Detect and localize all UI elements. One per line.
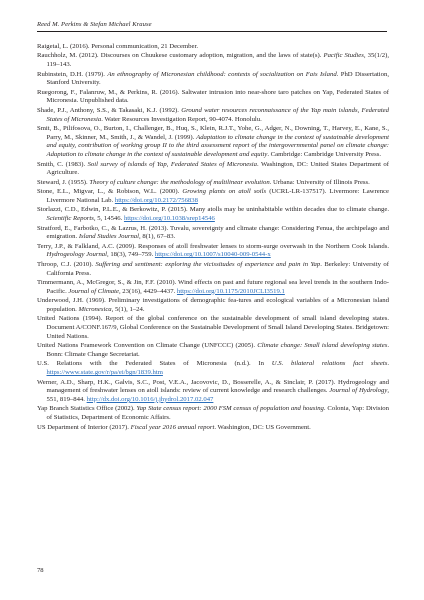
reference-text: Stone, E.L., Migvar, L., & Robison, W.L. (2000). xyxy=(37,188,183,196)
reference-entry xyxy=(37,179,389,188)
reference-text: US Department of Interior (2017). xyxy=(37,423,131,431)
reference-text: , 5(1), 1–24. xyxy=(111,305,145,313)
reference-entry xyxy=(37,188,389,205)
reference-title: Climate change: Small island developing states xyxy=(257,342,388,350)
reference-text: . Bonn: Climate Change Secretariat. xyxy=(46,342,389,358)
reference-doi-link[interactable]: http://dx.doi.org/10.1016/j.jhydrol.2017.02.047 xyxy=(86,395,214,403)
reference-title: Hydrogeology Journal xyxy=(46,251,107,259)
reference-text: Stratford, E., Farbotko, C., & Lazrus, H. (2013). Tuvalu, sovereignty and climate change: Considering Fenua, the archipelago and emigration. xyxy=(37,224,389,241)
reference-entry xyxy=(37,161,389,178)
reference-text: , 5, 14546. xyxy=(93,215,124,223)
reference-title: Growing plants on atoll soils xyxy=(182,188,267,196)
reference-text: Terry, J.P., & Falkland, A.C. (2009). Responses of atoll freshwater lenses to storm-surge overwash in the Northern Cook Islands. xyxy=(37,242,389,250)
reference-title: Journal of Hydrology xyxy=(329,387,388,395)
reference-text: . Urbana: University of Illinois Press. xyxy=(269,178,370,186)
reference-entry xyxy=(37,89,389,106)
reference-text: , 23(16), 4429–4437. xyxy=(118,287,177,295)
reference-entry xyxy=(37,405,389,422)
reference-text: . Washington, DC: US Government. xyxy=(214,423,311,431)
reference-title: Journal of Climate xyxy=(68,287,119,295)
reference-doi-link[interactable]: https://doi.org/10.1038/srep14546 xyxy=(123,215,215,223)
reference-entry xyxy=(37,424,389,433)
reference-text: Ruegorong, F., Falanruw, M., & Perkins, R. (2016). Saltwater intrusion into near-shore taro patches on Yap, Federated States of Micronesia. Unpublished data. xyxy=(37,88,389,105)
reference-text: Smith, C. (1983). xyxy=(37,160,88,168)
reference-entry xyxy=(37,379,389,405)
reference-entry xyxy=(37,206,389,223)
reference-text: Rubinstein, D.H. (1979). xyxy=(37,70,108,78)
reference-text: Smit, B., Pilifosova, O., Burton, I., Challenger, B., Huq, S., Klein, R.J.T., Yohe, G., Adger, N., Downing, T., Harvey, E., Kane, S., Parry, M., Skinner, M., Smith, J., & Wandel, J. (1999). xyxy=(37,125,389,141)
reference-text: , 18(3), 749–759. xyxy=(106,251,155,259)
reference-entry xyxy=(37,279,389,296)
reference-text: , 35(1/2), 119–143. xyxy=(46,52,390,69)
reference-list xyxy=(37,43,389,433)
reference-title: Soil survey of islands of Yap, Federated States of Micronesia xyxy=(87,160,257,168)
reference-title: Theory of culture change: the methodology of multilinear evolution xyxy=(89,178,270,186)
reference-doi-link[interactable]: https://doi.org/10.2172/756838 xyxy=(114,196,198,204)
reference-text: Werner, A.D., Sharp, H.K., Galvis, S.C., Post, V.E.A., Jacovovic, D., Bosserelle, A., & Sinclair, P. (2017). Hydrogeology and management of freshwater lenses on atoll islands: review of current knowledge and research challenges. xyxy=(37,378,389,395)
reference-title: Island Studies Journal xyxy=(78,233,140,241)
reference-text: Timmermann, A., McGregor, S., & Jin, F.F. (2010). Wind effects on past and future regional sea level trends in the southern Indo-Pacific. xyxy=(37,279,389,295)
reference-title: Fiscal year 2016 annual report xyxy=(130,423,215,431)
reference-text: Underwood, J.H. (1969). Preliminary investigations of demographic fea-tures and ecological variables of a Micronesian island population. xyxy=(37,297,389,313)
reference-text: United Nations Framework Convention on Climate Change (UNFCCC) (2005). xyxy=(37,342,258,350)
reference-text: Steward, J. (1955). xyxy=(37,178,90,186)
reference-title: U.S. bilateral relations fact sheets xyxy=(271,360,388,368)
reference-entry xyxy=(37,71,389,88)
reference-text: . Colonia, Yap: Division of Statistics, Department of Economic Affairs. xyxy=(46,405,389,422)
reference-text: . Cambridge: Cambridge University Press. xyxy=(267,151,381,159)
reference-doi-link[interactable]: https://doi.org/10.1175/2010JCLI3519.1 xyxy=(176,287,285,295)
reference-text: Throop, C.J. (2010). xyxy=(37,260,96,268)
reference-doi-link[interactable]: https://www.state.gov/r/pa/ei/bgn/1839.htm xyxy=(46,369,163,377)
reference-title: Ground water resources reconnaissance of the Yap main islands, Federated States of Micronesia xyxy=(46,106,389,123)
reference-doi-link[interactable]: https://doi.org/10.1007/s10040-009-0544-x xyxy=(154,251,271,259)
reference-entry xyxy=(37,43,389,52)
reference-entry xyxy=(37,261,389,278)
reference-entry xyxy=(37,52,389,69)
reference-title: Scientific Reports xyxy=(46,215,94,223)
reference-text: Rauchholz, M. (2012). Discourses on Chuukese customary adoption, migration, and the laws of state(s). xyxy=(37,52,324,60)
reference-title: Micronesica xyxy=(78,305,112,313)
page-number: 78 xyxy=(37,567,44,574)
reference-text: Yap Branch Statistics Office (2002). xyxy=(37,405,137,413)
reference-text: Storlazzi, C.D., Edwin, P.L.E., & Berkowitz, P. (2015). Many atolls may be uninhabitable within decades due to climate change. xyxy=(37,206,389,214)
reference-entry xyxy=(37,297,389,314)
reference-entry xyxy=(37,315,389,341)
reference-text: , 551, 819–844. xyxy=(46,387,389,403)
reference-entry xyxy=(37,360,389,377)
reference-entry xyxy=(37,125,389,160)
reference-entry xyxy=(37,342,389,359)
reference-text: . xyxy=(387,360,389,368)
header-rule xyxy=(37,31,387,32)
reference-text: , 8(1), 67–83. xyxy=(139,233,176,241)
reference-entry xyxy=(37,243,389,260)
reference-title: Yap State census report: 2000 FSM census of population and housing xyxy=(136,405,324,413)
reference-text: . Washington, DC: United States Department of Agriculture. xyxy=(46,160,389,177)
reference-text: Shade, P.J., Anthony, S.S., & Takasaki, K.J. (1992). xyxy=(37,106,182,114)
reference-title: An ethnography of Micronesian childhood: contexts of socialization on Fais Island xyxy=(107,70,337,78)
reference-title: Suffering and sentiment: exploring the vicissitudes of experience and pain in Yap xyxy=(95,260,321,268)
reference-text: U.S. Relations with the Federated States of Micronesia (n.d.). In xyxy=(37,360,272,368)
reference-entry xyxy=(37,225,389,242)
reference-text: . Water Resources Investigation Report, 90-4074. Honolulu. xyxy=(101,115,262,123)
reference-text: Raigetal, L. (2016). Personal communication, 21 December. xyxy=(37,43,199,50)
reference-text: (UCRL-LR-137517). Livermore: Lawrence Livermore National Lab. xyxy=(46,188,389,204)
reference-text: . Berkeley: University of California Press. xyxy=(46,260,389,277)
reference-title: Pacific Studies xyxy=(323,52,364,60)
reference-text: . PhD Dissertation, Stanford University. xyxy=(46,70,390,87)
reference-title: Adaptation to climate change in the context of sustainable development and equity, contribution of working group II to the third assessment report of the intergovernmental panel on climate change: Adaptation to climate change in the context of sustainable development and equity xyxy=(46,133,389,159)
running-head: Reed M. Perkins & Stefan Michael Krause xyxy=(37,21,152,28)
reference-entry xyxy=(37,107,389,124)
reference-text: United Nations (1994). Report of the global conference on the sustainable development of small island developing states. Document A/CONF.167/9, Global Conference on the Sustainable Development of Small Island Developing States. Bridgetown: United Nations. xyxy=(37,315,389,340)
